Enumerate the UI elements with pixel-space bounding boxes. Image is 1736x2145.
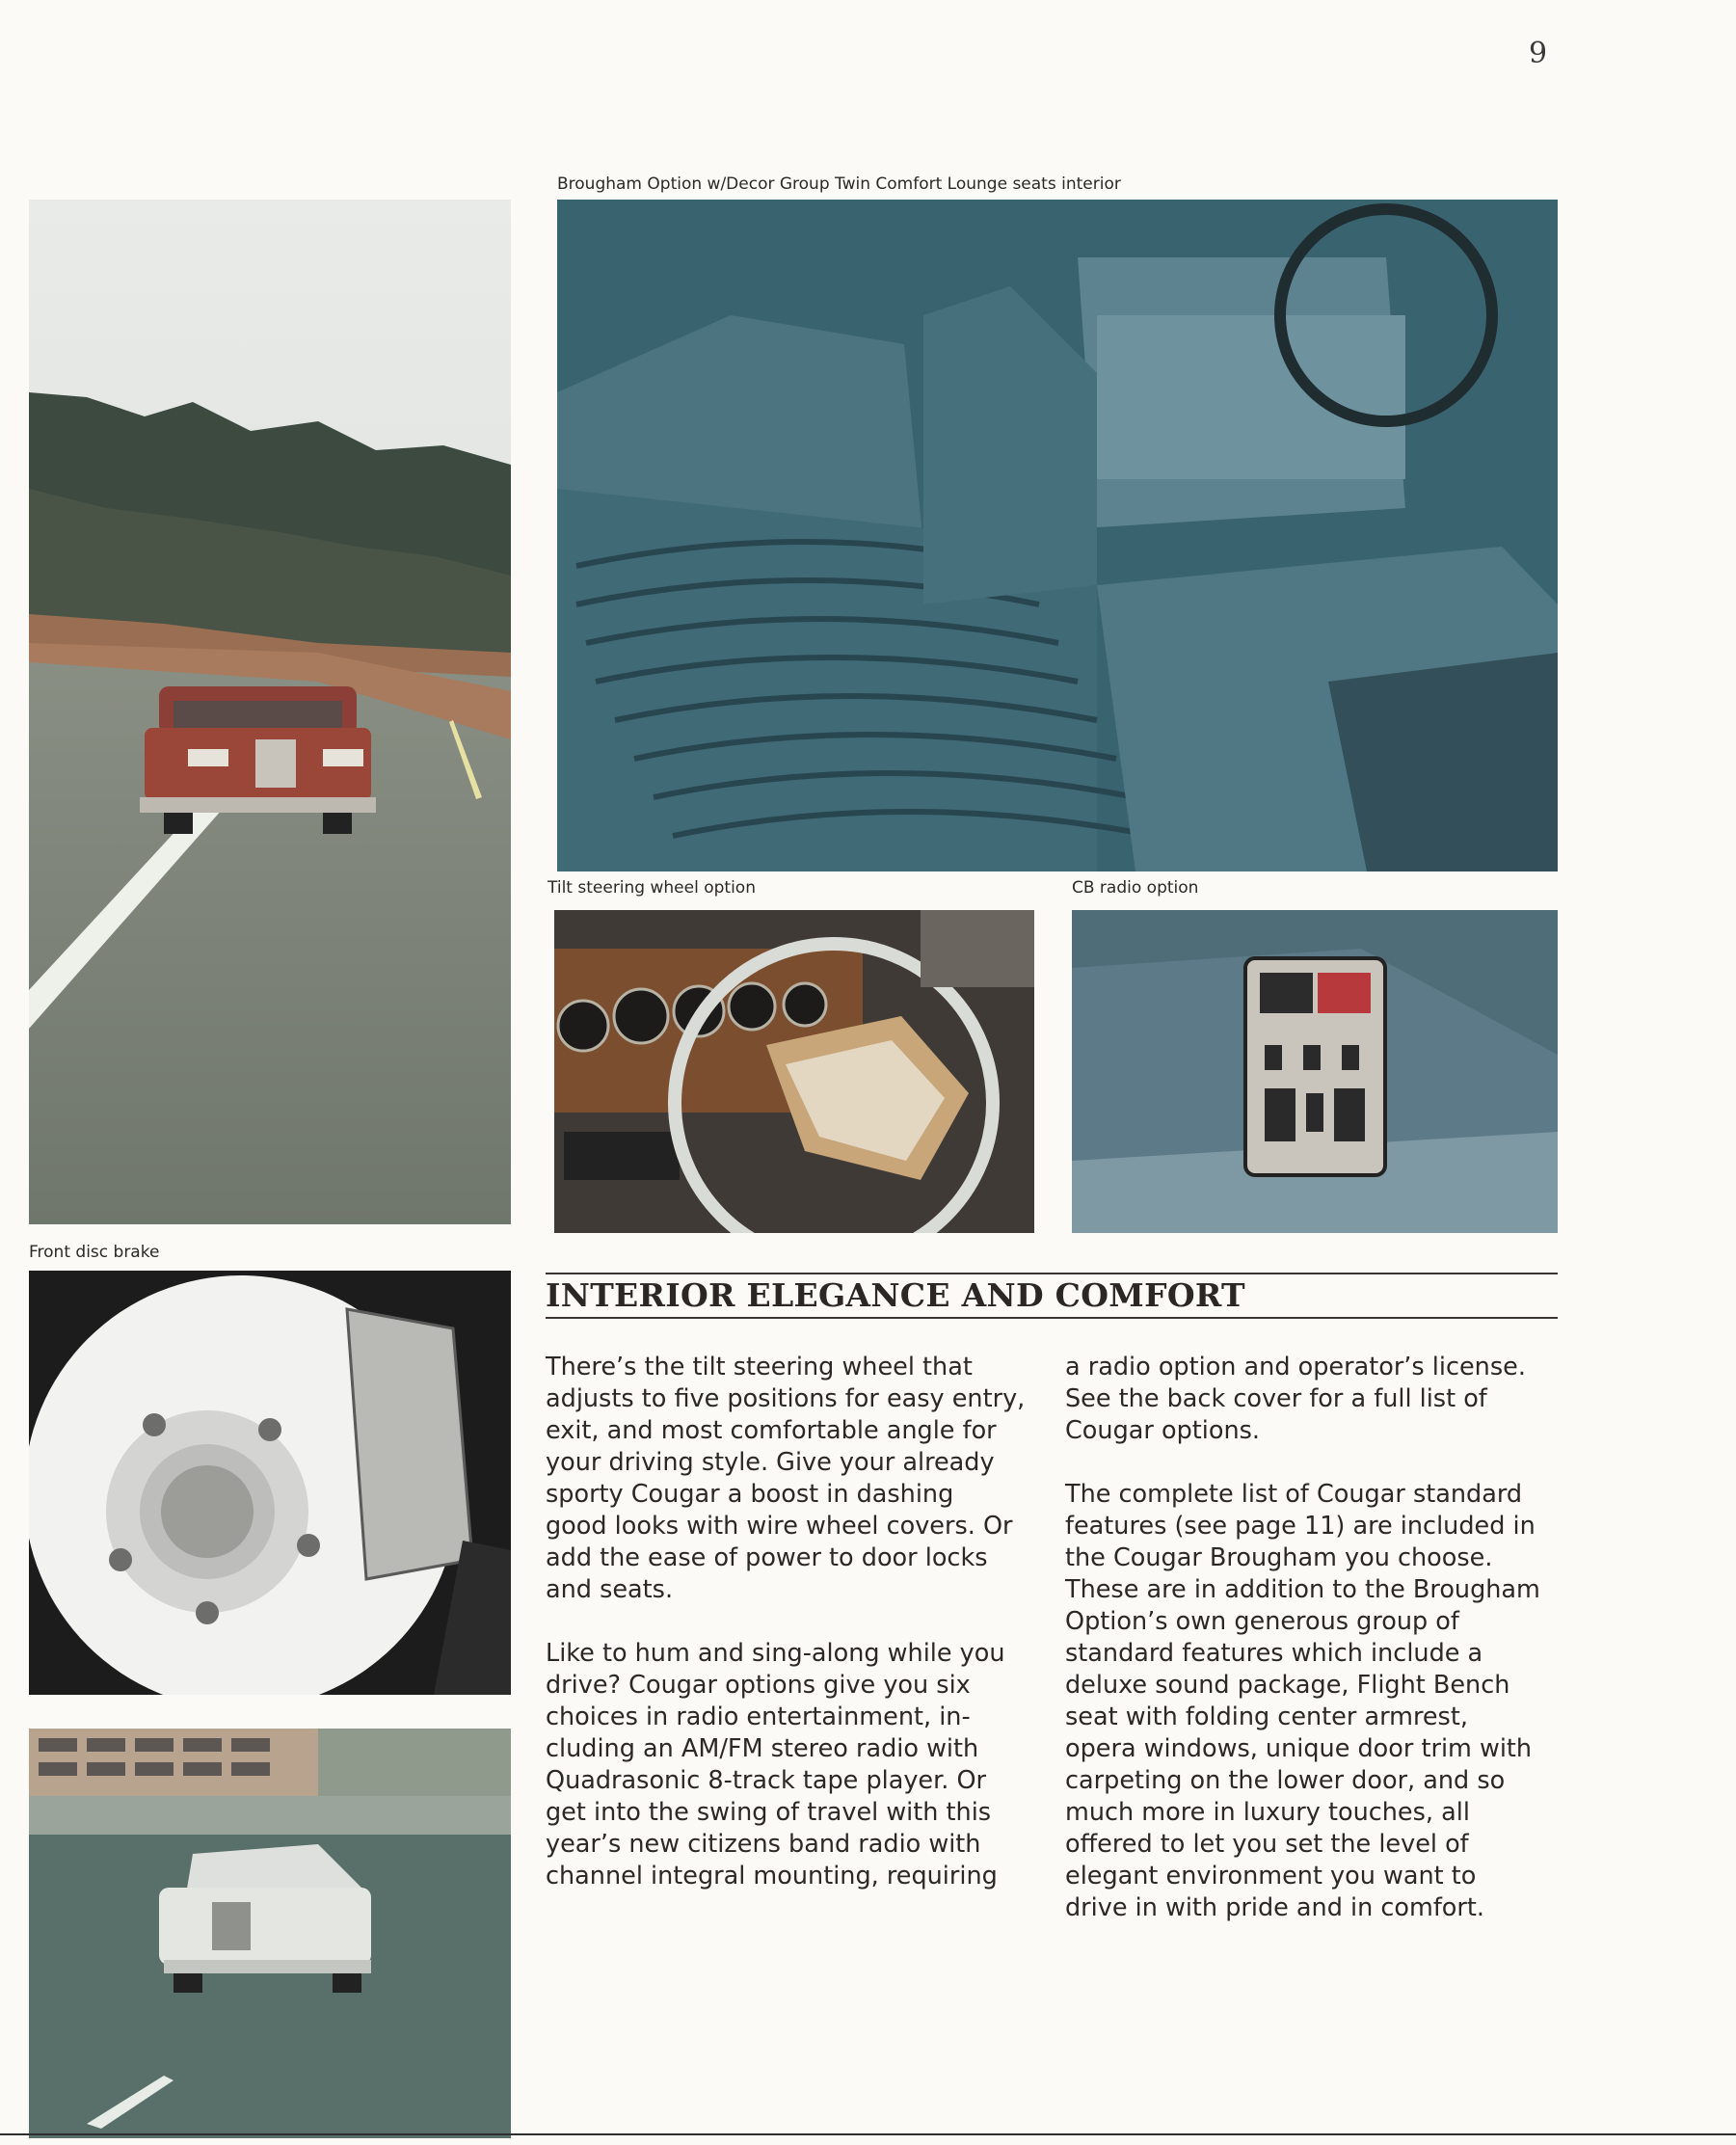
article-column-2 (1065, 1352, 1566, 1956)
heading-bottom-rule (546, 1317, 1558, 1319)
heading-top-rule (546, 1273, 1558, 1274)
text-line: exit, and most comfortable angle for (546, 1416, 997, 1445)
page-number: 9 (1529, 37, 1548, 70)
street-car-photo (29, 1729, 511, 2138)
text-line: The complete list of Cougar standard (1065, 1480, 1523, 1509)
article-paragraph (1065, 1479, 1566, 1924)
text-line: Cougar options. (1065, 1416, 1260, 1445)
text-line: much more in luxury touches, all (1065, 1798, 1470, 1827)
tilt-wheel-image (554, 910, 1034, 1233)
article-heading: INTERIOR ELEGANCE AND COMFORT (546, 1276, 1245, 1314)
text-line: get into the swing of travel with this (546, 1798, 992, 1827)
interior-photo-caption: Brougham Option w/Decor Group Twin Comfort Lounge seats interior (557, 174, 1121, 194)
tilt-wheel-photo (554, 910, 1034, 1233)
text-line: These are in addition to the Brougham (1065, 1575, 1540, 1604)
text-line: carpeting on the lower door, and so (1065, 1766, 1506, 1795)
text-line: add the ease of power to door locks (546, 1543, 988, 1572)
text-line: Like to hum and sing-along while you (546, 1639, 1005, 1668)
cb-radio-photo (1072, 910, 1558, 1233)
disc-brake-photo (29, 1271, 511, 1695)
street-car-image (29, 1729, 511, 2138)
text-line: drive in with pride and in comfort. (1065, 1893, 1484, 1922)
interior-photo (557, 200, 1558, 871)
text-line: Option’s own generous group of (1065, 1607, 1459, 1636)
text-line: See the back cover for a full list of (1065, 1384, 1487, 1413)
interior-image (557, 200, 1558, 871)
text-line: the Cougar Brougham you choose. (1065, 1543, 1493, 1572)
text-line: deluxe sound package, Flight Bench (1065, 1671, 1510, 1700)
text-line: There’s the tilt steering wheel that (546, 1353, 973, 1381)
text-line: choices in radio entertainment, in- (546, 1703, 971, 1731)
cb-radio-caption: CB radio option (1072, 878, 1199, 898)
text-line: standard features which include a (1065, 1639, 1483, 1668)
road-car-photo (29, 200, 511, 1224)
page-bottom-rule (0, 2133, 1736, 2135)
text-line: seat with folding center armrest, (1065, 1703, 1468, 1731)
article-paragraph (546, 1638, 1047, 1892)
text-line: Quadrasonic 8-track tape player. Or (546, 1766, 987, 1795)
article-paragraph (1065, 1352, 1566, 1447)
article-paragraph (546, 1352, 1047, 1606)
red-car (140, 686, 376, 834)
text-line: offered to let you set the level of (1065, 1830, 1469, 1859)
text-line: year’s new citizens band radio with (546, 1830, 981, 1859)
cb-radio-unit (1245, 958, 1385, 1175)
road-car-image (29, 200, 511, 1224)
text-line: adjusts to five positions for easy entry, (546, 1384, 1026, 1413)
white-car (159, 1844, 371, 1993)
cb-radio-image (1072, 910, 1558, 1233)
disc-brake-image (29, 1271, 511, 1695)
text-line: drive? Cougar options give you six (546, 1671, 971, 1700)
text-line: good looks with wire wheel covers. Or (546, 1512, 1013, 1541)
text-line: features (see page 11) are included in (1065, 1512, 1536, 1541)
text-line: a radio option and operator’s license. (1065, 1353, 1526, 1381)
text-line: channel integral mounting, requiring (546, 1862, 998, 1890)
text-line: your driving style. Give your already (546, 1448, 995, 1477)
article-column-1 (546, 1352, 1047, 1924)
text-line: sporty Cougar a boost in dashing (546, 1480, 954, 1509)
text-line: and seats. (546, 1575, 674, 1604)
disc-brake-caption: Front disc brake (29, 1243, 160, 1262)
text-line: cluding an AM/FM stereo radio with (546, 1734, 979, 1763)
tilt-wheel-caption: Tilt steering wheel option (548, 878, 756, 898)
text-line: elegant environment you want to (1065, 1862, 1477, 1890)
text-line: opera windows, unique door trim with (1065, 1734, 1533, 1763)
